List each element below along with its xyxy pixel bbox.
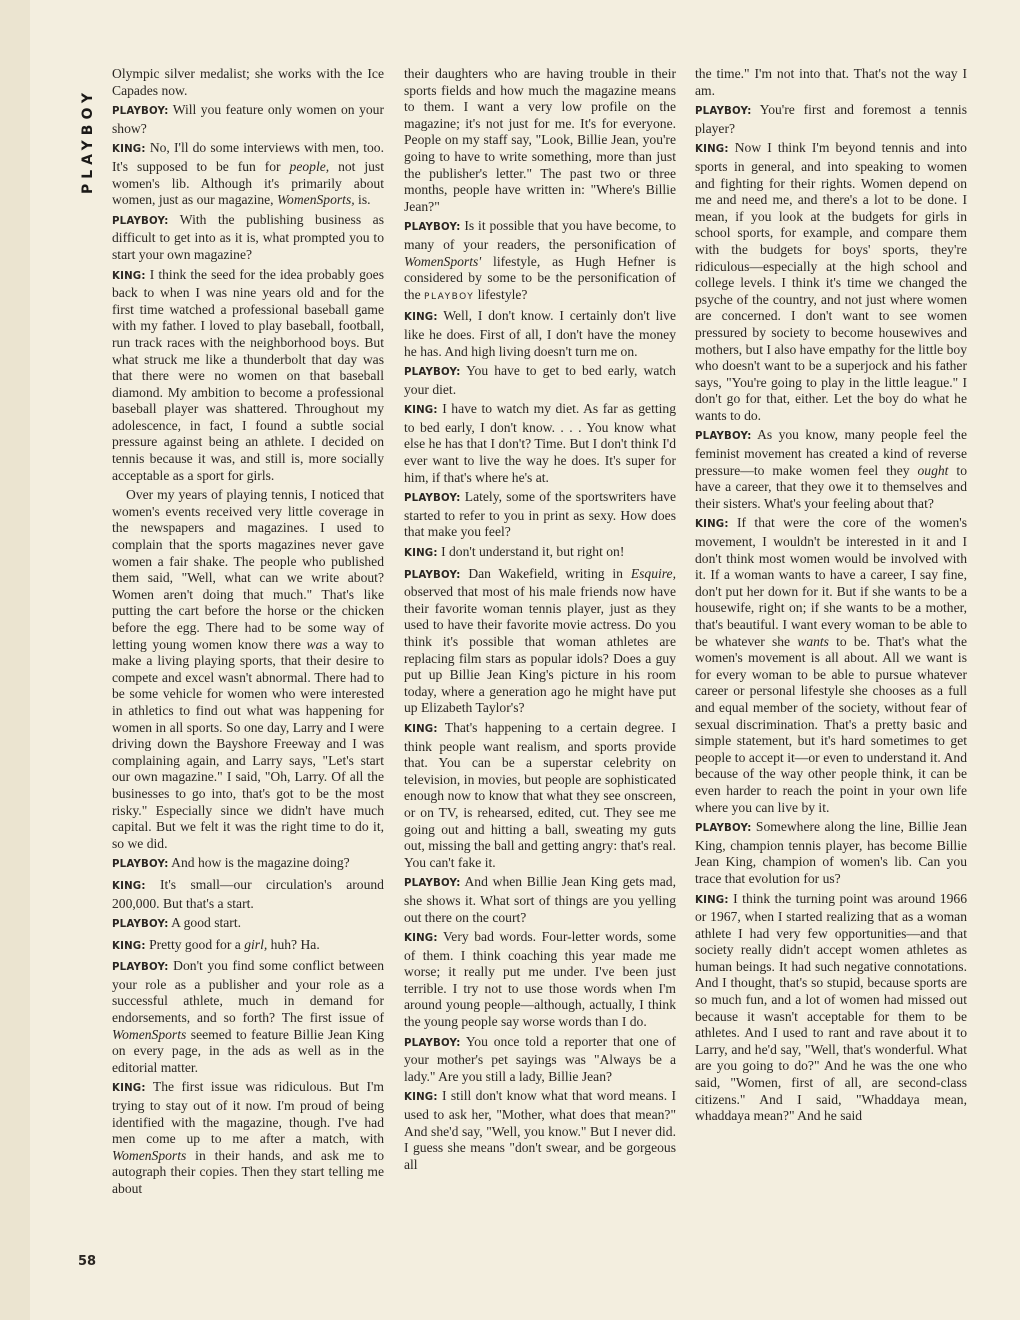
text: observed that most of his male friends now have their favorite woman tennis player, just as they used to have their favorite movie actress. Do you think it's possible that woman athletes are replacing film stars as popular idols? Does a guy put up Billie Jean King's picture in his room today, where a generation ago he might have put up Elizabeth Taylor's? bbox=[404, 584, 676, 716]
question bbox=[695, 427, 967, 512]
speaker-king: KING: bbox=[404, 1092, 438, 1104]
speaker-playboy: PLAYBOY: bbox=[112, 859, 169, 871]
question bbox=[112, 958, 384, 1076]
emphasis: wants bbox=[797, 633, 829, 649]
answer bbox=[404, 544, 676, 563]
text: is. bbox=[354, 192, 371, 208]
question bbox=[112, 915, 384, 934]
text: Don't you find some conflict between your role as a publisher and your role as a successful athlete, much in demand for endorsements, and so forth? The first issue of bbox=[112, 958, 384, 1026]
speaker-king: KING: bbox=[695, 519, 729, 531]
question bbox=[404, 1034, 676, 1086]
speaker-playboy: PLAYBOY: bbox=[695, 823, 752, 835]
answer bbox=[404, 720, 676, 871]
magazine-title: WomenSports bbox=[112, 1147, 187, 1163]
answer bbox=[404, 401, 676, 486]
answer bbox=[112, 877, 384, 912]
answer bbox=[695, 891, 967, 1125]
text: No, I'll do some interviews with men, too. It's supposed to be fun for bbox=[112, 140, 385, 174]
answer-continued bbox=[695, 66, 967, 99]
answer bbox=[112, 1079, 384, 1197]
speaker-king: KING: bbox=[404, 312, 438, 324]
page-number: 58 bbox=[78, 1254, 97, 1269]
speaker-playboy: PLAYBOY: bbox=[404, 878, 461, 890]
text: And when Billie Jean King gets mad, she shows it. What sort of things are you yelling out there on the court? bbox=[404, 874, 677, 925]
text: It's small—our circulation's around 200,000. But that's a start. bbox=[112, 876, 384, 911]
text: lifestyle? bbox=[474, 286, 528, 302]
text: Is it possible that you have become, to many of your readers, the personification of bbox=[404, 218, 676, 252]
speaker-king: KING: bbox=[112, 270, 146, 282]
text-column-2 bbox=[404, 66, 676, 1176]
question bbox=[695, 102, 967, 137]
text: A good start. bbox=[171, 915, 241, 931]
answer bbox=[112, 937, 384, 956]
question bbox=[404, 489, 676, 541]
speaker-playboy: PLAYBOY: bbox=[404, 367, 461, 379]
text: the time." I'm not into that. That's not the way I am. bbox=[695, 66, 967, 98]
speaker-king: KING: bbox=[112, 880, 146, 892]
text: With the publishing business as difficult to get into as it is, what prompted you to start your own magazine? bbox=[112, 211, 384, 262]
text: I think the seed for the idea probably goes back to when I was nine years old and for the first time watched a professional baseball game with my father. I loved to play baseball, football, run track races with the neighborhood boys. But what struck me like a thunderbolt that day was that there were no women on that baseball diamond. My ambition to become a professional baseball player was shattered. Throughout my adolescence, in fact, I found a subtle social pressure against being an athlete. I decided on tennis because it was, and still is, more socially acceptable as a sport for girls. bbox=[112, 266, 384, 483]
speaker-playboy: PLAYBOY: bbox=[112, 962, 169, 974]
text: I still don't know what that word means. I used to ask her, "Mother, what does that mean?" And she'd say, "Well, you know." But I never did. I guess she means "don't swear, and be gorgeous all bbox=[404, 1088, 676, 1172]
text: The first issue was ridiculous. But I'm trying to stay out of it now. I'm proud of being identified with the magazine, though. I've had men come up to me after a match, with bbox=[112, 1079, 384, 1147]
speaker-king: KING: bbox=[112, 940, 146, 952]
answer-continued bbox=[404, 66, 676, 215]
answer bbox=[404, 308, 676, 360]
paragraph bbox=[112, 66, 384, 99]
text: You have to get to bed early, watch your diet. bbox=[404, 363, 676, 397]
speaker-king: KING: bbox=[404, 548, 438, 560]
text: Lately, some of the sportswriters have started to refer to you in print as sexy. How does that make you feel? bbox=[404, 489, 676, 540]
question bbox=[404, 218, 676, 305]
text: a way to make a living playing sports, that their desire to compete and excel wasn't abnormal. There had to be some vehicle for women who were interested in athletics to find out what was happening for women in all sports. So one day, Larry and I were driving down the Bayshore Freeway and I was complaining again, and Larry says, "Let's start our own magazine." I said, "Oh, Larry. Of all the businesses to go into, that's got to be the most risky." Especially since we didn't have much capital. But we felt it was the right time to do it, so we did. bbox=[112, 636, 384, 851]
speaker-playboy: PLAYBOY: bbox=[695, 106, 752, 118]
answer bbox=[695, 140, 967, 424]
text-column-1 bbox=[112, 66, 384, 1201]
speaker-playboy: PLAYBOY: bbox=[112, 106, 169, 118]
magazine-title: Esquire, bbox=[630, 565, 676, 581]
text: lifestyle, as Hugh Hefner is considered by some to be the personification of the bbox=[404, 253, 676, 302]
emphasis: people, bbox=[289, 158, 330, 174]
speaker-playboy: PLAYBOY: bbox=[695, 431, 752, 443]
question bbox=[112, 212, 384, 264]
small-caps-playboy: PLAYBOY bbox=[424, 291, 475, 302]
margin-label bbox=[78, 66, 98, 216]
emphasis: was bbox=[306, 636, 328, 652]
speaker-king: KING: bbox=[112, 1083, 146, 1095]
text: I have to watch my diet. As far as getting to bed early, I don't know. . . . You know what else he has that I don't? Time. But I don't think I'd ever want to live the way he does. It's super for him, if that's where he's at. bbox=[404, 401, 676, 485]
text: Very bad words. Four-letter words, some of them. I think coaching this year made me worse; it really put me under. I've been just terrible. I try not to use those words when I'm around young people—although, actually, I think the young people say worse words than I do. bbox=[404, 929, 677, 1030]
speaker-king: KING: bbox=[404, 723, 438, 735]
text: Pretty good for a bbox=[149, 936, 245, 952]
text: If that were the core of the women's movement, I wouldn't be interested in it and I don't think most women would be involved with it. If a woman wants to have a career, I say fine, don't put her down for it. But if she wants to be a housewife, right on; if she wants to be a mother, that's beautiful. I want every woman to be able to be whatever she bbox=[695, 515, 967, 649]
question bbox=[404, 566, 676, 717]
text: As you know, many people feel the feminist movement has created a kind of reverse pressure—to make women feel they bbox=[695, 427, 967, 478]
text: to have a career, that they owe it to themselves and their sisters. What's your feeling about that? bbox=[695, 462, 967, 511]
emphasis: girl, bbox=[244, 936, 268, 952]
question bbox=[112, 855, 384, 874]
speaker-king: KING: bbox=[695, 894, 729, 906]
text: seemed to feature Billie Jean King on every page, in the ads as well as in the editorial matter. bbox=[112, 1026, 384, 1075]
text: Over my years of playing tennis, I noticed that women's events received very little coverage in the newspapers and magazines. I used to complain that the sports magazines never gave women a fair shake. The people who published them said, "Well, what can we write about? Women aren't doing that much." That's like putting the cart before the horse or the chicken before the egg. There had to be some way of letting young women know there bbox=[112, 487, 384, 652]
speaker-king: KING: bbox=[404, 933, 438, 945]
speaker-playboy: PLAYBOY: bbox=[404, 1037, 461, 1049]
question bbox=[695, 819, 967, 887]
question bbox=[404, 363, 676, 398]
text: not just women's lib. Although it's primarily about women, just as our magazine, bbox=[112, 158, 384, 208]
magazine-title: WomenSports bbox=[112, 1026, 187, 1042]
speaker-playboy: PLAYBOY: bbox=[404, 493, 461, 505]
emphasis: ought bbox=[917, 462, 949, 478]
answer bbox=[112, 267, 384, 485]
text: their daughters who are having trouble in their sports fields and how much the magazine means to them. I want a very low profile on the magazine; it's not just for me. It's for everyone. People on my staff say, "Look, Billie Jean, you're going to have to write something, more than just the publisher's letter." The past two or three months, people have written in: "Where's Billie Jean?" bbox=[404, 66, 676, 214]
text: You once told a reporter that one of your mother's pet sayings was "Always be a lady." Are you still a lady, Billie Jean? bbox=[404, 1033, 676, 1084]
question bbox=[112, 102, 384, 137]
speaker-king: KING: bbox=[404, 405, 438, 417]
text: to be. That's what the women's movement is all about. All we want is for every woman to be able to pursue whatever career or personal lifestyle she chooses as a full and equal member of the society, without fear of sexual discrimination. That's a pretty basic and simple statement, but it's hard sometimes to get people to accept it—or even to understand it. And because of the way other people think, it can be even harder to reach the point in your own life where you can live by it. bbox=[695, 633, 968, 815]
text: Will you feature only women on your show? bbox=[112, 102, 384, 136]
text: Well, I don't know. I certainly don't live like he does. First of all, I don't have the money he has. And high living doesn't turn me on. bbox=[404, 308, 676, 359]
text: That's happening to a certain degree. I think people want realism, and sports provide that. You can be a superstar celebrity on television, in movies, but people are sophisticated enough now to know that what they see onscreen, or on TV, is rehearsed, edited, cut. They see me going out and hitting a ball, sweating my guts out, missing the ball and getting angry: that's real. You can't fake it. bbox=[404, 719, 676, 870]
text: Dan Wakefield, writing in bbox=[468, 565, 631, 581]
speaker-playboy: PLAYBOY: bbox=[112, 919, 169, 931]
speaker-playboy: PLAYBOY: bbox=[404, 569, 461, 581]
magazine-title: WomenSports, bbox=[276, 192, 355, 208]
magazine-title: WomenSports' bbox=[404, 253, 482, 269]
speaker-playboy: PLAYBOY: bbox=[404, 222, 461, 234]
text: I don't understand it, but right on! bbox=[441, 544, 625, 560]
speaker-king: KING: bbox=[695, 144, 729, 156]
answer-continued bbox=[112, 487, 384, 852]
text: I think the turning point was around 1966 or 1967, when I started realizing that as a woman athlete I had very few opportunities—and that society really didn't accept women athletes as human beings. It had such negative connotations. And I thought, that's so stupid, because sports are so much fun, and a lot of women had missed out because it wasn't acceptable for them to be athletes. And I used to rant and rave about it to Larry, and he'd say, "Well, that's wonderful. What are you going to do?" And he was the one who said, "Women, first of all, are second-class citizens." And I said, "Whaddaya mean, whaddaya mean?" And he said bbox=[695, 890, 967, 1124]
text: in their hands, and ask me to autograph their copies. Then they start telling me about bbox=[112, 1147, 384, 1196]
text: huh? Ha. bbox=[267, 936, 320, 952]
text: And how is the magazine doing? bbox=[171, 855, 350, 871]
answer bbox=[404, 929, 676, 1031]
answer bbox=[404, 1088, 676, 1173]
margin-label-text: PLAYBOY bbox=[80, 87, 96, 195]
text: You're first and foremost a tennis player? bbox=[695, 102, 967, 136]
text: Now I think I'm beyond tennis and into sports in general, and into speaking to women and fighting for their rights. Women depend on me and need me, and there's a lot to be done. I mean, if you look at the budgets for girls in school sports, for example, and compare them with the budgets for boys' sports, they're ridiculous—especially at the high school and college levels. I think it's time we changed the psyche of the country, and not just where women are concerned. I don't want to see women pressured by society to become housewives and mothers, but I also have empathy for the little boy who doesn't want to be a superjock and his father says, "You're going to play in the little league." I don't go for that, either. Let the boy do what he wants to do. bbox=[695, 140, 967, 423]
speaker-king: KING: bbox=[112, 144, 146, 156]
speaker-playboy: PLAYBOY: bbox=[112, 215, 169, 227]
answer bbox=[695, 515, 967, 816]
text: Somewhere along the line, Billie Jean King, champion tennis player, has become Billie Jean King, champion of women's lib. Can you trace that evolution for us? bbox=[695, 819, 967, 886]
answer bbox=[112, 140, 384, 208]
text: Olympic silver medalist; she works with the Ice Capades now. bbox=[112, 66, 384, 98]
text-column-3 bbox=[695, 66, 967, 1128]
question bbox=[404, 874, 676, 926]
